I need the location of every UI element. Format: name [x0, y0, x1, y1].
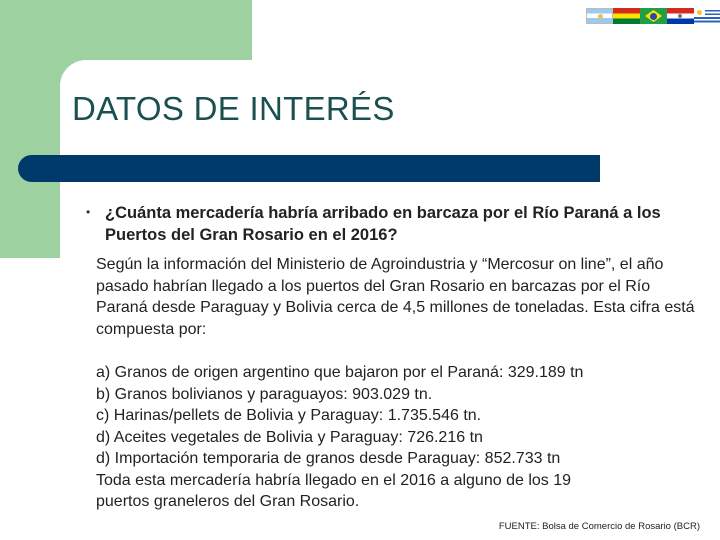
argentina-flag-icon: [586, 8, 613, 24]
bolivia-flag-icon: [613, 8, 640, 24]
source-footnote: FUENTE: Bolsa de Comercio de Rosario (BCR): [498, 521, 700, 532]
brazil-flag-icon: [640, 8, 667, 24]
list-item: b) Granos bolivianos y paraguayos: 903.029 tn.: [96, 385, 433, 403]
question-text: ¿Cuánta mercadería habría arribado en barcaza por el Río Paraná a los Puertos del Gran Rosario en el 2016?: [105, 204, 661, 244]
intro-paragraph: Según la información del Ministerio de Agroindustria y “Mercosur on line”, el año pasado habrían llegado a los puertos del Gran Rosario en barcazas por el Río Paraná desde Paraguay y Bolivia cerca de 4,5 millones de toneladas. Esta cifra está compuesta por:: [96, 256, 695, 338]
title-underline-bar: [18, 155, 600, 182]
list-item: d) Importación temporaria de granos desde Paraguay: 852.733 tn: [96, 450, 561, 467]
items-list: [96, 362, 696, 513]
list-item: c) Harinas/pellets de Bolivia y Paraguay: 1.735.546 tn.: [96, 407, 482, 424]
closing-line: puertos graneleros del Gran Rosario.: [96, 493, 360, 510]
bullet-icon: •: [86, 205, 91, 219]
list-item: a) Granos de origen argentino que bajaron por el Paraná: 329.189 tn: [96, 364, 584, 381]
uruguay-flag-icon: [694, 8, 720, 24]
list-item: d) Aceites vegetales de Bolivia y Paraguay: 726.216 tn: [96, 428, 483, 446]
page-title: DATOS DE INTERÉS: [72, 90, 395, 127]
closing-line: Toda esta mercadería habría llegado en el 2016 a alguno de los 19: [96, 471, 572, 489]
paraguay-flag-icon: [667, 8, 694, 24]
flags-strip: [586, 8, 720, 24]
